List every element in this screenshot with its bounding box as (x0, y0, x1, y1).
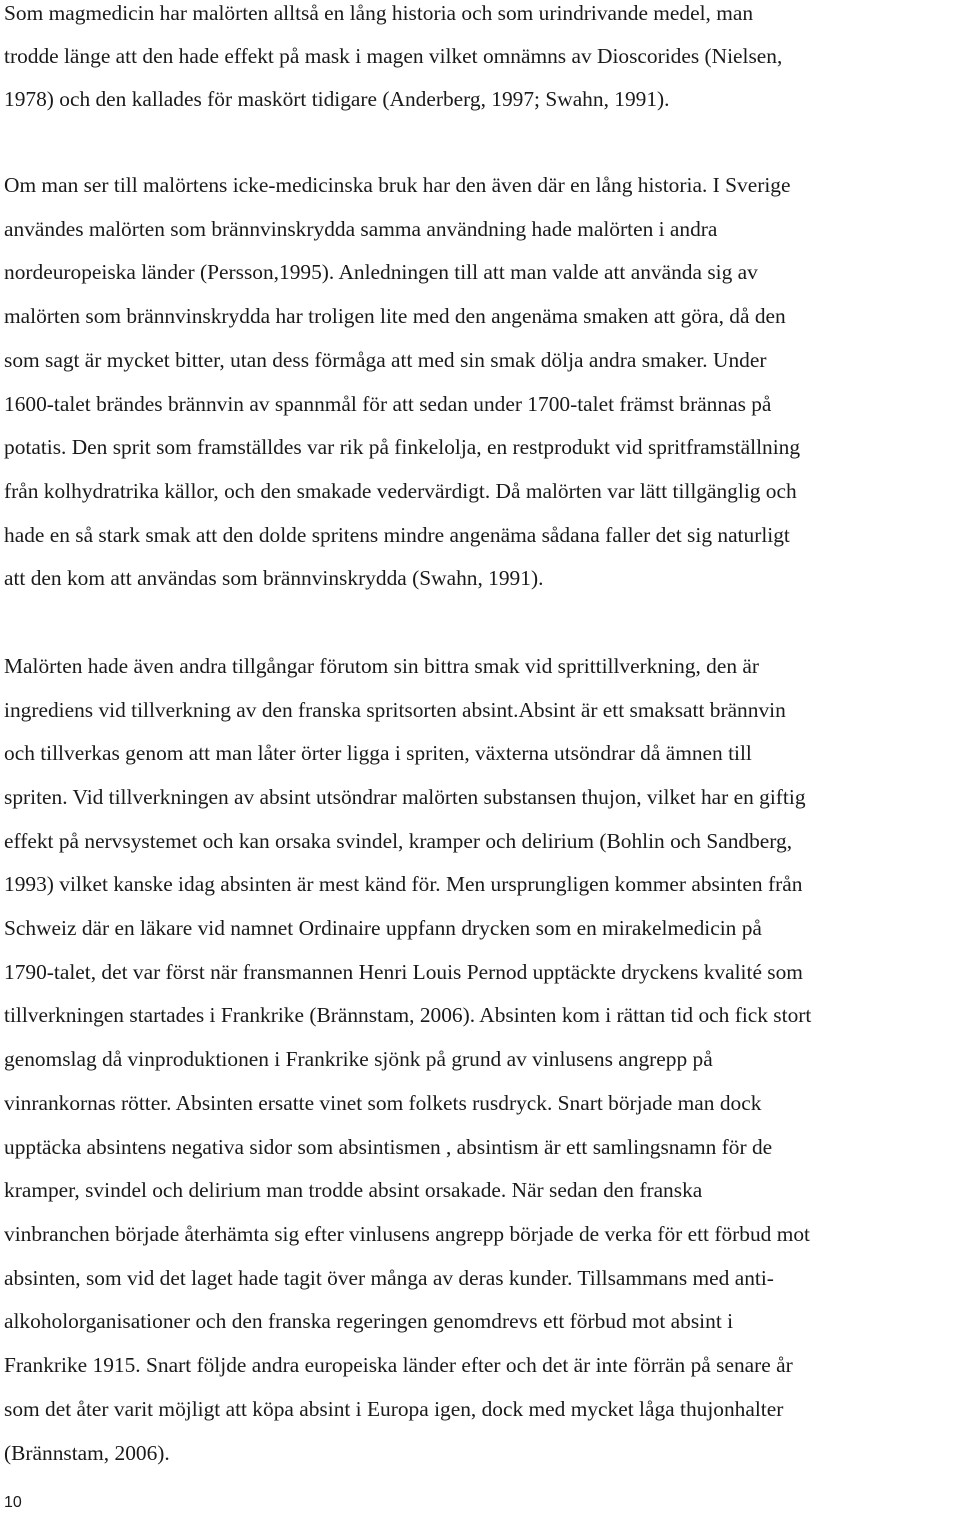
text-line: från kolhydratrika källor, och den smakade vedervärdigt. Då malörten var lätt tillgänglig och (4, 479, 797, 503)
text-line: genomslag då vinproduktionen i Frankrike sjönk på grund av vinlusens angrepp på (4, 1047, 713, 1071)
text-line: vinbranchen började återhämta sig efter vinlusens angrepp började de verka för ett förbud mot (4, 1222, 811, 1246)
text-line: malörten som brännvinskrydda har troligen lite med den angenäma smaken att göra, då den (4, 304, 786, 328)
page-number: 10 (4, 1494, 22, 1511)
text-line: potatis. Den sprit som framställdes var rik på finkelolja, en restprodukt vid spritframställning (4, 435, 801, 459)
text-line: Om man ser till malörtens icke-medicinska bruk har den även där en lång historia. I Sverige (4, 173, 791, 197)
text-line: nordeuropeiska länder (Persson,1995). Anledningen till att man valde att använda sig av (4, 260, 758, 284)
text-line: 1600-talet brändes brännvin av spannmål för att sedan under 1700-talet främst brännas på (4, 392, 772, 416)
text-line: 1790-talet, det var först när fransmannen Henri Louis Pernod upptäckte dryckens kvalité som (4, 960, 803, 984)
text-line: hade en så stark smak att den dolde spritens mindre angenäma sådana faller det sig naturligt (4, 523, 790, 547)
text-line: som det åter varit möjligt att köpa absint i Europa igen, dock med mycket låga thujonhalter (4, 1397, 784, 1421)
text-line: att den kom att användas som brännvinskrydda (Swahn, 1991). (4, 566, 544, 590)
text-line: Schweiz där en läkare vid namnet Ordinaire uppfann drycken som en mirakelmedicin på (4, 916, 762, 940)
text-line: och tillverkas genom att man låter örter ligga i spriten, växterna utsöndrar då ämnen till (4, 741, 752, 765)
text-line: Som magmedicin har malörten alltså en lång historia och som urindrivande medel, man (4, 1, 754, 25)
text-line: tillverkningen startades i Frankrike (Brännstam, 2006). Absinten kom i rättan tid och fick stort (4, 1003, 812, 1027)
text-line: spriten. Vid tillverkningen av absint utsöndrar malörten substansen thujon, vilket har en giftig (4, 785, 806, 809)
text-line: upptäcka absintens negativa sidor som absintismen , absintism är ett samlingsnamn för de (4, 1135, 773, 1159)
text-line: absinten, som vid det laget hade tagit över många av deras kunder. Tillsammans med anti- (4, 1266, 774, 1290)
text-line: vinrankornas rötter. Absinten ersatte vinet som folkets rusdryck. Snart började man dock (4, 1091, 762, 1115)
text-line: kramper, svindel och delirium man trodde absint orsakade. När sedan den franska (4, 1178, 703, 1202)
text-line: som sagt är mycket bitter, utan dess förmåga att med sin smak dölja andra smaker. Under (4, 348, 767, 372)
text-line: 1993) vilket kanske idag absinten är mest känd för. Men ursprungligen kommer absinten från (4, 872, 803, 896)
text-line: effekt på nervsystemet och kan orsaka svindel, kramper och delirium (Bohlin och Sandberg, (4, 829, 793, 853)
text-line: alkoholorganisationer och den franska regeringen genomdrevs ett förbud mot absint i (4, 1309, 734, 1333)
text-line: (Brännstam, 2006). (4, 1441, 170, 1465)
text-line: användes malörten som brännvinskrydda samma användning hade malörten i andra (4, 217, 718, 241)
text-line: trodde länge att den hade effekt på mask i magen vilket omnämns av Dioscorides (Nielsen, (4, 44, 783, 68)
text-line: Frankrike 1915. Snart följde andra europeiska länder efter och det är inte förrän på senare år (4, 1353, 793, 1377)
text-line: Malörten hade även andra tillgångar förutom sin bittra smak vid sprittillverkning, den är (4, 654, 760, 678)
text-line: 1978) och den kallades för maskört tidigare (Anderberg, 1997; Swahn, 1991). (4, 87, 670, 111)
text-line: ingrediens vid tillverkning av den franska spritsorten absint.Absint är ett smaksatt brännvin (4, 698, 786, 722)
